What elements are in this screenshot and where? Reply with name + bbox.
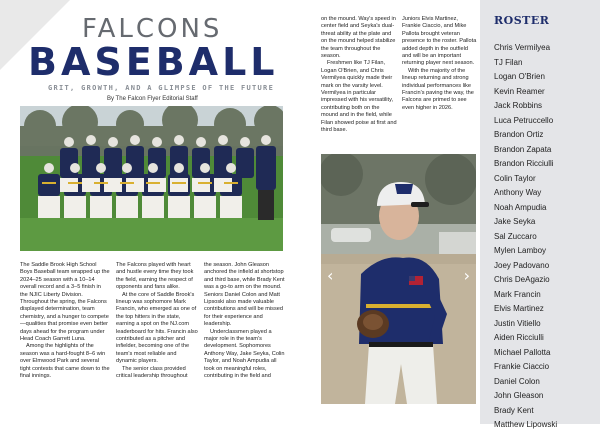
roster-player: Mark Francin	[494, 289, 541, 299]
roster-player: Logan O'Brien	[494, 72, 545, 81]
roster-player: Justin Vitiello	[494, 318, 541, 328]
team-photo	[20, 106, 283, 251]
roster-player: Michael Pallotta	[494, 347, 551, 357]
roster-player: Aiden Ricciulli	[494, 333, 544, 342]
roster-player: John Gleason	[494, 391, 544, 400]
roster-player: Matthew Lipowski	[494, 420, 558, 429]
paragraph: Among the highlights of the season was a hard-fought 8–6 win over Elmwood Park and several tight contests that came down to the final innings.	[20, 343, 110, 380]
paragraph: Juniors Elvis Martinez, Frankie Ciaccio, and Mike Pallota brought veteran presence to the roster. Pallota added depth in the outfield and will be an important returning player next season.	[402, 16, 477, 67]
article-column-4	[321, 16, 397, 135]
player-photo	[321, 154, 476, 404]
roster-player: Brandon Zapata	[494, 144, 552, 154]
roster-player: Colin Taylor	[494, 173, 536, 183]
roster-player: Daniel Colon	[494, 376, 540, 386]
article-column-3	[204, 262, 286, 381]
roster-player: Jake Seyka	[494, 217, 536, 226]
paragraph: Underclassmen played a major role in the team's development. Sophomores Anthony Way, Jake Seyka, Colin Taylor, and Noah Ampudia all took on meaningful roles, contributing in the field and	[204, 328, 285, 380]
roster-title: ROSTER	[494, 14, 550, 27]
paragraph: The Saddle Brook High School Boys Baseball team wrapped up the 2024–25 season with a 10–14 overall record and a 3–5 finish in the NJIC Liberty Division. Throughout the spring, the Falcons displayed determination, team chemistry, and a hunger to compete—qualities that promise even better days ahead for the program under Head Coach Garrett Luna.	[20, 262, 110, 343]
roster-player: Chris Vermilyea	[494, 43, 551, 52]
article-column-5	[402, 16, 478, 112]
title-baseball: BASEBALL	[28, 40, 279, 84]
paragraph: With the majority of the lineup returning and strong individual performances like Francin's paving the way, the Falcons are primed to see even higher in 2026.	[402, 67, 474, 111]
roster-player: Brandon Ortiz	[494, 130, 544, 139]
subtitle: GRIT, GROWTH, AND A GLIMPSE OF THE FUTURE	[48, 84, 275, 92]
roster-player: Luca Petruccello	[494, 115, 554, 125]
chevron-left-icon[interactable]: ‹	[327, 266, 334, 285]
article-column-1	[20, 262, 110, 381]
paragraph: Freshmen like TJ Filan, Logan O'Brien, and Chris Vermilyea quickly made their mark on the varsity level. Vermilyea in particular impressed with his versatility, contributing both on the mound and in the field, while Filan showed poise at first and third base.	[321, 60, 397, 134]
article-column-2	[116, 262, 198, 381]
paragraph: The senior class provided critical leadership throughout	[116, 365, 188, 380]
roster-player: Sal Zuccaro	[494, 231, 537, 241]
roster-player: Brandon Ricciulli	[494, 159, 554, 168]
roster-player: Brady Kent	[494, 405, 534, 415]
roster-player: Joey Padovano	[494, 260, 550, 270]
roster-player: Chris DeAgazio	[494, 275, 550, 284]
paragraph: the season. John Gleason anchored the infield at shortstop and third base, while Brady Kent was a go-to arm on the mound. Seniors Daniel Colon and Matt Lipsoski also made valuable contributions and will be missed for their experience and leadership.	[204, 262, 285, 328]
roster-player: Mylen Lamboy	[494, 246, 547, 255]
roster-player: Noah Ampudia	[494, 202, 547, 212]
roster-player: Kevin Reamer	[494, 86, 545, 96]
roster-list	[494, 41, 557, 433]
roster-player: TJ Filan	[494, 57, 523, 67]
chevron-right-icon[interactable]: ›	[463, 266, 470, 285]
roster-player: Anthony Way	[494, 188, 542, 197]
roster-player: Frankie Ciaccio	[494, 362, 550, 371]
roster-player: Elvis Martinez	[494, 304, 544, 313]
roster-player: Jack Robbins	[494, 101, 543, 110]
byline: By The Falcon Flyer Editorial Staff	[107, 96, 198, 102]
paragraph: The Falcons played with heart and hustle every time they took the field, earning the respect of opponents and fans alike.	[116, 262, 194, 291]
title-falcons: FALCONS	[82, 14, 223, 44]
paragraph: At the core of Saddle Brook's lineup was sophomore Mark Francin, who emerged as one of the top hitters in the state, earning a spot on the NJ.com leaderboard for hits. Francin also contributed as a pitcher and infielder, becoming one of the team's most reliable and dynamic players.	[116, 291, 198, 365]
paragraph: on the mound. Way's speed in center field and Seyka's dual-threat ability at the plate and on the mound helped stabilize the team throughout the season.	[321, 16, 396, 60]
